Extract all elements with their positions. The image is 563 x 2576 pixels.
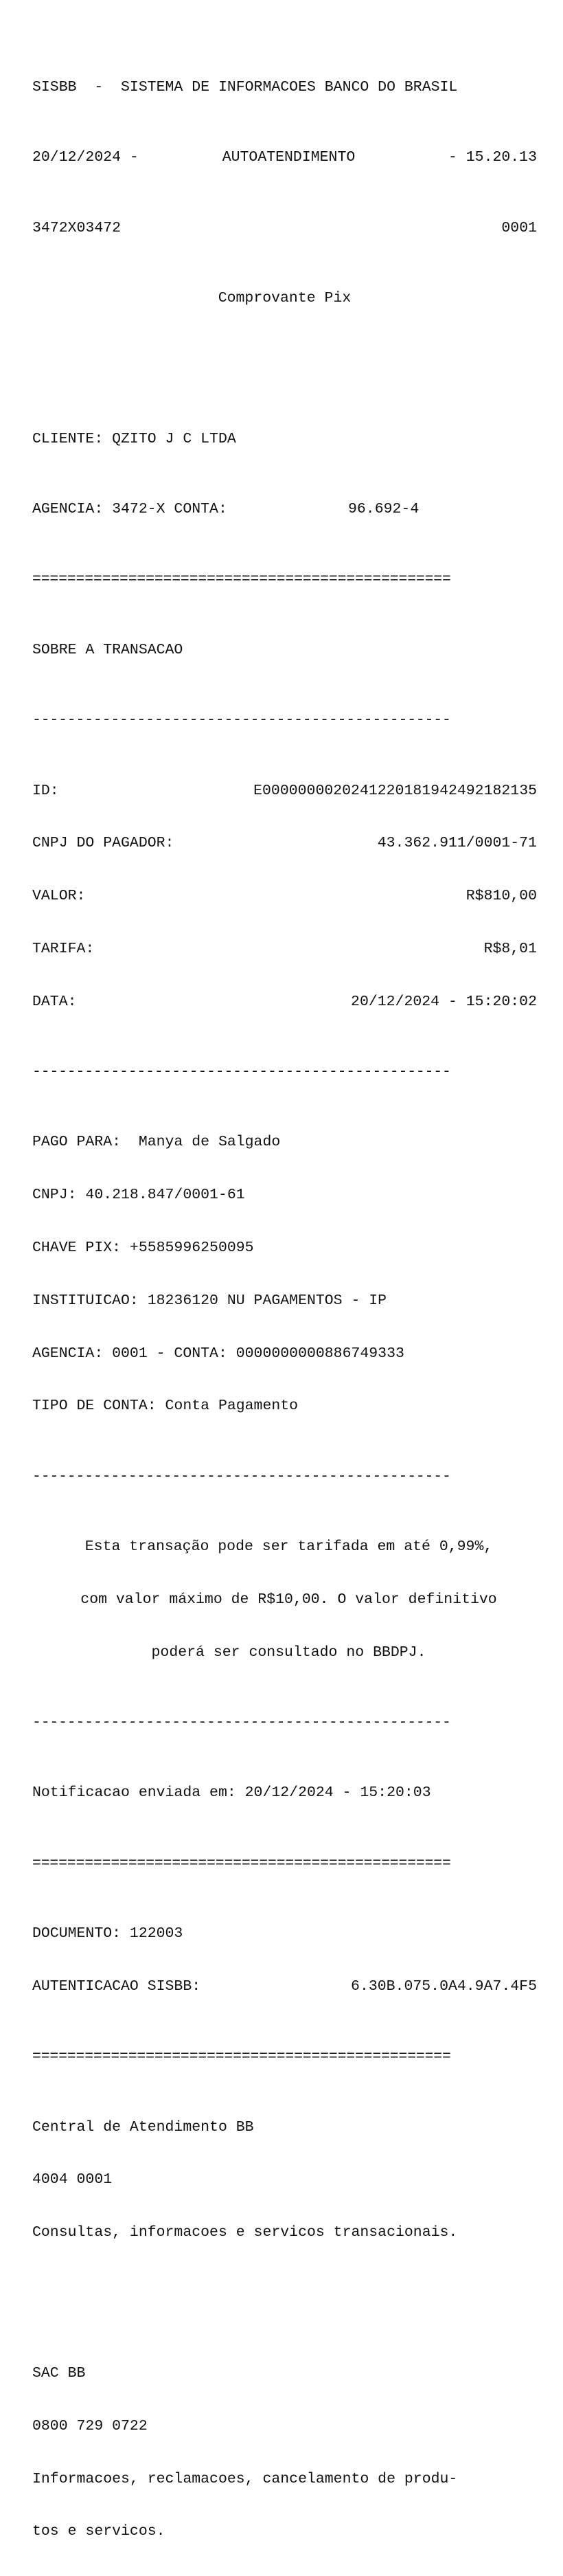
spacer: [32, 2295, 537, 2313]
receipt-title: Comprovante Pix: [218, 289, 352, 306]
single-rule: ------------------------------------------------: [32, 1714, 451, 1731]
date-service-time-line: [32, 149, 537, 167]
transaction-label: VALOR:: [32, 888, 86, 905]
sac-description-line-2: tos e servicos.: [32, 2523, 165, 2540]
account-type-line: TIPO DE CONTA: Conta Pagamento: [32, 1398, 299, 1415]
double-rule: ================================================: [32, 571, 451, 588]
terminal-id: 3472X03472: [32, 219, 122, 236]
transaction-row-payer-cnpj: [32, 835, 537, 853]
payee-name-line: PAGO PARA: Manya de Salgado: [32, 1134, 281, 1151]
client-agency-label: AGENCIA: 3472-X CONTA:: [32, 501, 227, 518]
transaction-label: ID:: [32, 782, 59, 799]
amount-value: R$810,00: [466, 888, 537, 905]
sac-description-line-1: Informacoes, reclamacoes, cancelamento de produ-: [32, 2470, 458, 2487]
transaction-section-title: SOBRE A TRANSACAO: [32, 641, 183, 658]
central-description: Consultas, informacoes e servicos transacionais.: [32, 2224, 458, 2241]
transaction-date-value: 20/12/2024 - 15:20:02: [351, 993, 537, 1010]
fee-notice-line-1: Esta transação pode ser tarifada em até 0,99%,: [84, 1538, 493, 1556]
document-number-line: DOCUMENTO: 122003: [32, 1925, 183, 1942]
transaction-row-fee: [32, 941, 537, 959]
fee-notice-line-2: com valor máximo de R$10,00. O valor definitivo: [80, 1591, 497, 1608]
double-rule: ================================================: [32, 2048, 451, 2065]
transaction-label: DATA:: [32, 993, 77, 1010]
double-rule: ================================================: [32, 1855, 451, 1872]
client-account-line: [32, 501, 537, 519]
client-line: CLIENTE: QZITO J C LTDA: [32, 430, 236, 447]
authentication-line: [32, 1978, 537, 1996]
transaction-label: TARIFA:: [32, 940, 95, 957]
transaction-row-amount: [32, 888, 537, 906]
institution-line: INSTITUICAO: 18236120 NU PAGAMENTOS - IP: [32, 1292, 387, 1309]
central-phone: 4004 0001: [32, 2171, 113, 2188]
pix-key-line: CHAVE PIX: +5585996250095: [32, 1239, 254, 1256]
single-rule: ------------------------------------------------: [32, 712, 451, 729]
system-header-line: SISBB - SISTEMA DE INFORMACOES BANCO DO BRASIL: [32, 78, 458, 96]
fee-notice-line-3: poderá ser consultado no BBDPJ.: [151, 1644, 426, 1661]
sac-phone: 0800 729 0722: [32, 2417, 148, 2434]
payer-cnpj-value: 43.362.911/0001-71: [377, 835, 537, 852]
payee-cnpj-line: CNPJ: 40.218.847/0001-61: [32, 1187, 245, 1204]
transaction-label: CNPJ DO PAGADOR:: [32, 835, 174, 852]
sequence-number: 0001: [501, 219, 537, 236]
authentication-label: AUTENTICACAO SISBB:: [32, 1978, 201, 1995]
single-rule: ------------------------------------------------: [32, 1468, 451, 1485]
transaction-id-value: E0000000020241220181942492182135: [253, 782, 537, 799]
authentication-code: 6.30B.075.0A4.9A7.4F5: [351, 1978, 537, 1995]
payee-account-line: AGENCIA: 0001 - CONTA: 0000000000886749333: [32, 1345, 404, 1362]
single-rule: ------------------------------------------------: [32, 1064, 451, 1081]
notification-line: Notificacao enviada em: 20/12/2024 - 15:20:03: [32, 1784, 431, 1802]
central-title: Central de Atendimento BB: [32, 2118, 254, 2136]
transaction-row-id: [32, 783, 537, 800]
client-account-number: 96.692-4: [348, 501, 420, 518]
pix-receipt: [32, 26, 537, 2576]
header-service: AUTOATENDIMENTO: [222, 149, 356, 166]
spacer: [32, 360, 537, 378]
header-time: - 15.20.13: [448, 149, 537, 166]
header-date: 20/12/2024 -: [32, 149, 139, 166]
sac-title: SAC BB: [32, 2364, 86, 2382]
transaction-row-date: [32, 994, 537, 1011]
terminal-line: [32, 220, 537, 238]
fee-value: R$8,01: [483, 940, 537, 957]
